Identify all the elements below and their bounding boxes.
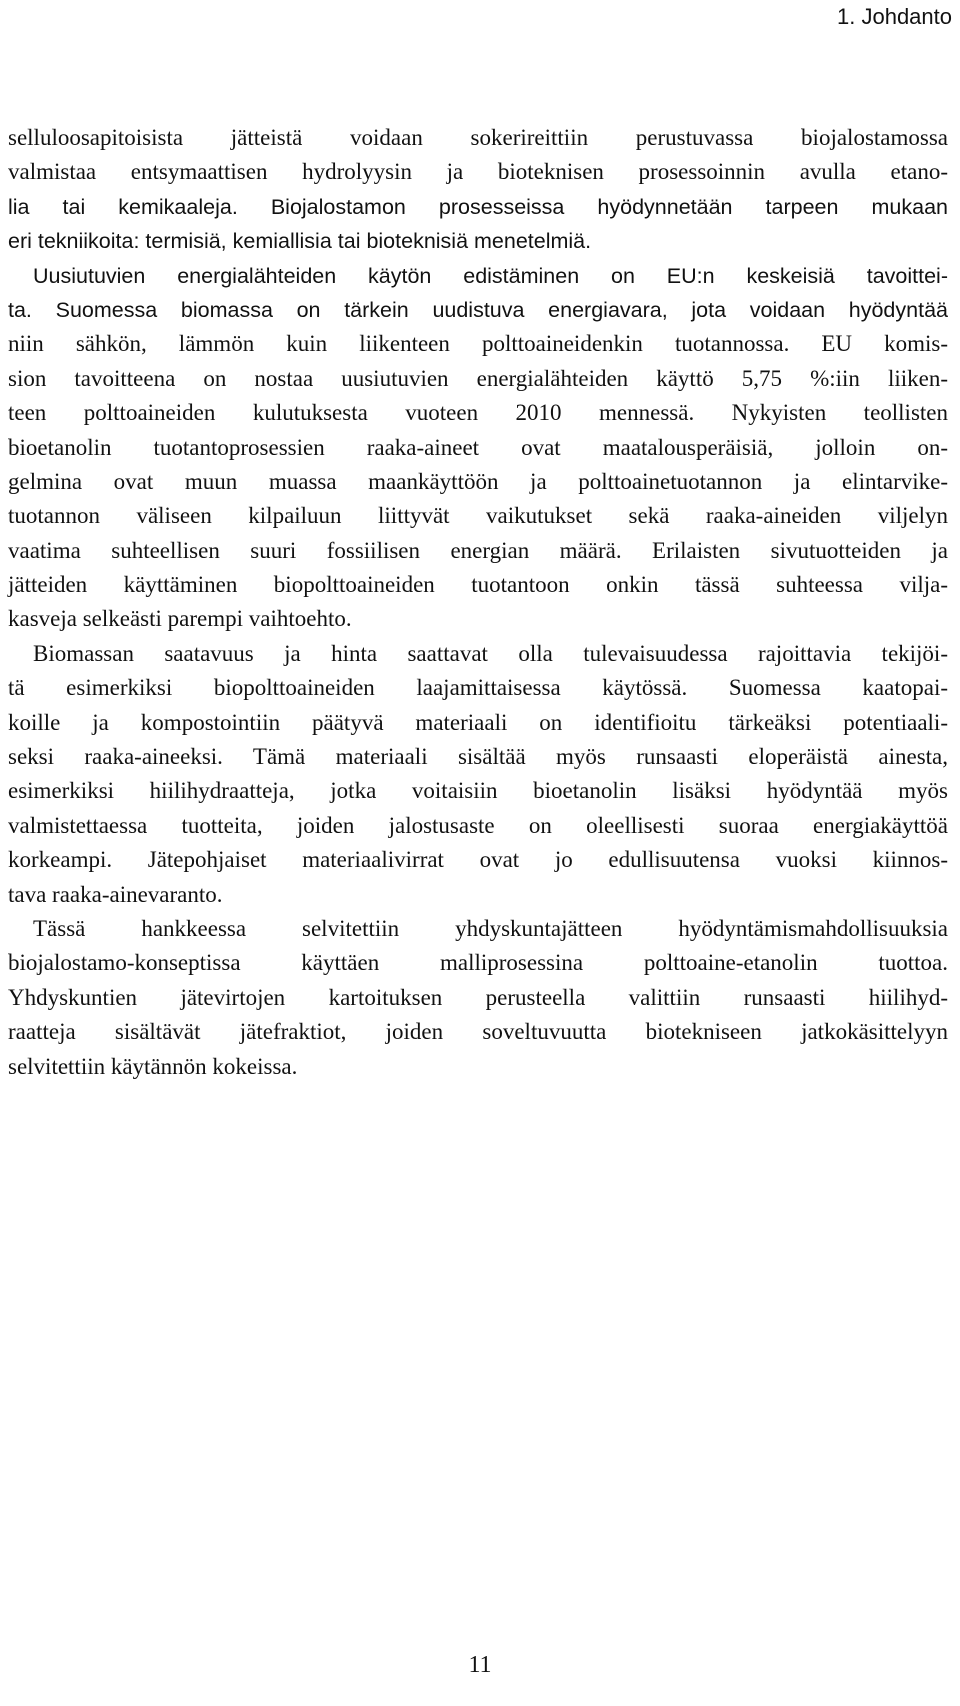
text-line: esimerkiksi hiilihydraatteja, jotka voitaisiin bioetanolin lisäksi hyödyntää myös: [8, 778, 948, 804]
text-line: seksi raaka-aineeksi. Tämä materiaali sisältää myös runsaasti eloperäistä ainesta,: [8, 744, 948, 770]
running-header: 1. Johdanto: [837, 4, 952, 29]
text-line: ta. Suomessa biomassa on tärkein uudistuva energiavara, jota voidaan hyödyntää: [8, 297, 948, 322]
text-line: selluloosapitoisista jätteistä voidaan sokerireittiin perustuvassa biojalostamossa: [8, 125, 948, 150]
text-line: tuotannon väliseen kilpailuun liittyvät vaikutukset sekä raaka-aineiden viljelyn: [8, 503, 948, 529]
page-number: 11: [468, 1652, 492, 1678]
text-line: valmistaa entsymaattisen hydrolyysin ja bioteknisen prosessoinnin avulla etano-: [8, 159, 948, 185]
paragraph-1: [8, 121, 948, 259]
text-line: eri tekniikoita: termisiä, kemiallisia tai bioteknisiä menetelmiä.: [8, 229, 592, 254]
paragraph-3: [8, 637, 948, 912]
text-line: niin sähkön, lämmön kuin liikenteen polttoaineidenkin tuotannossa. EU komis-: [8, 331, 948, 357]
text-line: jätteiden käyttäminen biopolttoaineiden tuotantoon onkin tässä suhteessa vilja-: [8, 572, 948, 598]
text-line: selvitettiin käytännön kokeissa.: [8, 1053, 298, 1079]
text-line: tava raaka-ainevaranto.: [8, 881, 223, 907]
text-line: Uusiutuvien energialähteiden käytön edistäminen on EU:n keskeisiä tavoittei-: [33, 263, 948, 288]
text-line: Yhdyskuntien jätevirtojen kartoituksen perusteella valittiin runsaasti hiilihyd-: [8, 984, 948, 1010]
text-line: lia tai kemikaaleja. Biojalostamon prosesseissa hyödynnetään tarpeen mukaan: [8, 194, 948, 219]
text-line: sion tavoitteena on nostaa uusiutuvien energialähteiden käyttö 5,75 %:iin liiken-: [8, 365, 948, 391]
text-line: biojalostamo-konseptissa käyttäen malliprosessina polttoaine-etanolin tuottoa.: [8, 950, 948, 976]
text-line: gelmina ovat muun muassa maankäyttöön ja polttoainetuotannon ja elintarvike-: [8, 468, 948, 494]
body-text: [8, 121, 948, 1084]
text-line: tä esimerkiksi biopolttoaineiden laajamittaisessa käytössä. Suomessa kaatopai-: [8, 675, 948, 701]
text-line: Biomassan saatavuus ja hinta saattavat olla tulevaisuudessa rajoittavia tekijöi-: [33, 640, 948, 666]
text-line: vaatima suhteellisen suuri fossiilisen energian määrä. Erilaisten sivutuotteiden ja: [8, 537, 948, 563]
text-line: teen polttoaineiden kulutuksesta vuoteen 2010 mennessä. Nykyisten teollisten: [8, 400, 948, 426]
paragraph-4: [8, 912, 948, 1084]
paragraph-2: [8, 259, 948, 637]
text-line: raatteja sisältävät jätefraktiot, joiden soveltuvuutta biotekniseen jatkokäsittelyyn: [8, 1019, 948, 1045]
text-line: korkeampi. Jätepohjaiset materiaalivirrat ovat jo edullisuutensa vuoksi kiinnos-: [8, 847, 948, 873]
text-line: Tässä hankkeessa selvitettiin yhdyskuntajätteen hyödyntämismahdollisuuksia: [33, 915, 948, 941]
text-line: valmistettaessa tuotteita, joiden jalostusaste on oleellisesti suoraa energiakäyttöä: [8, 812, 948, 838]
text-line: koille ja kompostointiin päätyvä materiaali on identifioitu tärkeäksi potentiaali-: [8, 709, 948, 735]
text-line: bioetanolin tuotantoprosessien raaka-aineet ovat maatalousperäisiä, jolloin on-: [8, 434, 948, 460]
text-line: kasveja selkeästi parempi vaihtoehto.: [8, 606, 352, 632]
